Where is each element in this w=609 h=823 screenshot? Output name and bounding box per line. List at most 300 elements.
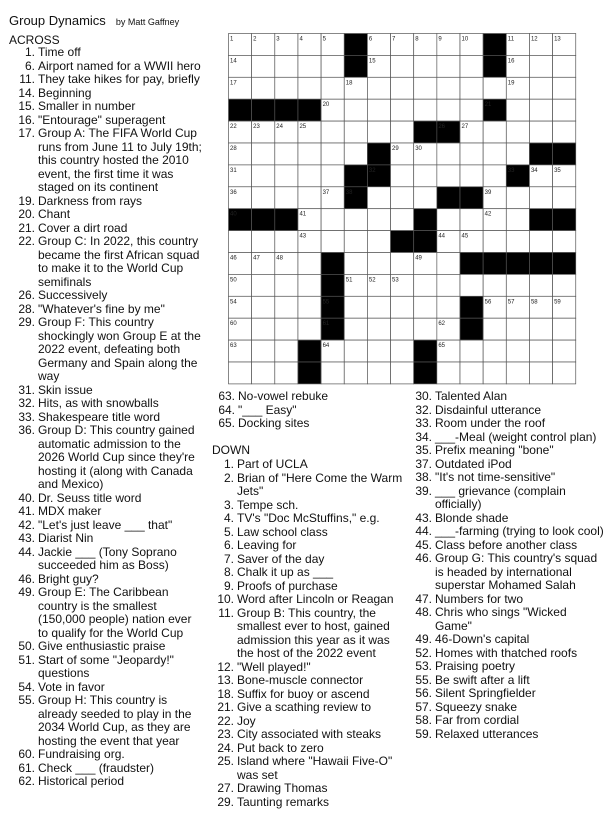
- grid-cell[interactable]: [437, 253, 460, 275]
- clue-number: 9.: [223, 578, 234, 593]
- clue-number: 33.: [18, 409, 35, 424]
- clue-item[interactable]: [9, 573, 202, 587]
- black-square: [321, 274, 344, 296]
- black-square: [275, 209, 298, 231]
- clue-item[interactable]: [9, 519, 202, 533]
- grid-cell[interactable]: [553, 77, 576, 99]
- grid-cell[interactable]: [506, 121, 529, 143]
- grid-cell[interactable]: [529, 340, 552, 362]
- clue-item[interactable]: [9, 114, 202, 128]
- grid-cell[interactable]: [506, 99, 529, 121]
- grid-cell[interactable]: [460, 55, 483, 77]
- clue-item[interactable]: [9, 127, 202, 195]
- clue-text: Group D: This country gained automatic admission to the 2026 World Cup since they're hosting it (along with Canada and Mexico): [38, 423, 195, 491]
- clue-number: 27.: [217, 781, 234, 795]
- grid-cell[interactable]: [460, 165, 483, 187]
- grid-cell[interactable]: [298, 77, 321, 99]
- grid-cell[interactable]: [437, 274, 460, 296]
- clue-text: Give enthusiastic praise: [38, 639, 166, 653]
- grid-cell[interactable]: [506, 143, 529, 165]
- clue-item[interactable]: [412, 390, 604, 404]
- grid-cell[interactable]: [506, 340, 529, 362]
- grid-cell[interactable]: [321, 231, 344, 253]
- clue-number: 62.: [18, 774, 35, 788]
- clue-item[interactable]: [412, 444, 604, 458]
- clue-text: "___ Easy": [238, 402, 297, 417]
- cell-number: 30: [415, 146, 422, 152]
- grid-cell[interactable]: [437, 209, 460, 231]
- crossword-grid[interactable]: [228, 33, 578, 385]
- grid-cell[interactable]: [460, 209, 483, 231]
- clue-item[interactable]: [212, 701, 407, 715]
- grid-cell[interactable]: [553, 231, 576, 253]
- clue-item[interactable]: [9, 397, 202, 411]
- clue-item[interactable]: [9, 694, 202, 748]
- grid-cell[interactable]: [414, 296, 437, 318]
- grid-cell[interactable]: [321, 165, 344, 187]
- grid-cell[interactable]: [367, 318, 390, 340]
- clue-text: Taunting remarks: [237, 794, 330, 809]
- clue-number: 34.: [415, 429, 432, 444]
- clue-item[interactable]: [212, 499, 407, 513]
- grid-cell[interactable]: [367, 77, 390, 99]
- grid-cell[interactable]: [367, 121, 390, 143]
- clue-item[interactable]: [212, 593, 407, 607]
- grid-cell[interactable]: [275, 231, 298, 253]
- clue-text: Brian of "Here Come the Warm Jets": [237, 470, 403, 498]
- grid-cell[interactable]: [275, 77, 298, 99]
- grid-cell[interactable]: [391, 340, 414, 362]
- grid-cell[interactable]: [275, 165, 298, 187]
- grid-cell[interactable]: [344, 296, 367, 318]
- clue-item[interactable]: [9, 60, 202, 74]
- grid-cell[interactable]: [252, 187, 275, 209]
- clue-number: 19.: [18, 193, 35, 208]
- clue-item[interactable]: [412, 633, 604, 647]
- clue-item[interactable]: [412, 647, 604, 661]
- grid-cell[interactable]: [391, 296, 414, 318]
- clue-item[interactable]: [9, 586, 202, 640]
- grid-cell[interactable]: [298, 143, 321, 165]
- clue-item[interactable]: [412, 714, 604, 728]
- clue-item[interactable]: [212, 458, 407, 472]
- clue-item[interactable]: [9, 546, 202, 573]
- grid-cell[interactable]: [414, 165, 437, 187]
- grid-cell[interactable]: [321, 143, 344, 165]
- clue-item[interactable]: [412, 687, 604, 701]
- grid-cell[interactable]: [367, 362, 390, 384]
- clue-text: Dr. Seuss title word: [38, 490, 142, 505]
- grid-cell[interactable]: [483, 340, 506, 362]
- grid-cell[interactable]: [391, 318, 414, 340]
- cell-number: 60: [230, 321, 237, 328]
- grid-cell[interactable]: [483, 77, 506, 99]
- grid-cell[interactable]: [391, 253, 414, 275]
- grid-cell[interactable]: [344, 143, 367, 165]
- grid-cell[interactable]: [321, 209, 344, 231]
- clue-number: 46.: [18, 571, 35, 586]
- grid-cell[interactable]: [367, 253, 390, 275]
- clue-text: Smaller in number: [38, 99, 136, 113]
- grid-cell[interactable]: [344, 340, 367, 362]
- grid-cell[interactable]: [298, 296, 321, 318]
- cell-number: 36: [230, 189, 237, 196]
- cell-number: 59: [554, 299, 561, 306]
- clue-item[interactable]: [212, 404, 402, 418]
- grid-cell[interactable]: [298, 274, 321, 296]
- grid-cell[interactable]: [414, 274, 437, 296]
- cell-number: 48: [276, 255, 283, 262]
- clue-item[interactable]: [212, 728, 407, 742]
- clue-item[interactable]: [212, 607, 407, 661]
- grid-cell[interactable]: [275, 340, 298, 362]
- clue-item[interactable]: [9, 303, 202, 317]
- grid-cell[interactable]: [483, 274, 506, 296]
- grid-cell[interactable]: [437, 55, 460, 77]
- clue-text: Jackie ___ (Tony Soprano succeeded him as Boss): [38, 544, 177, 572]
- black-square: [506, 253, 529, 275]
- clue-item[interactable]: [9, 775, 202, 789]
- clue-item[interactable]: [412, 728, 604, 742]
- grid-cell[interactable]: [506, 187, 529, 209]
- clue-item[interactable]: [212, 755, 407, 782]
- clue-text: Tempe sch.: [237, 497, 299, 512]
- grid-cell[interactable]: [252, 77, 275, 99]
- black-square: [391, 231, 414, 253]
- grid-cell[interactable]: [529, 121, 552, 143]
- clue-item[interactable]: [412, 525, 604, 539]
- cell-number: 17: [230, 80, 237, 87]
- clue-item[interactable]: [212, 526, 407, 540]
- grid-cell[interactable]: [437, 143, 460, 165]
- grid-cell[interactable]: [391, 55, 414, 77]
- clue-item[interactable]: [9, 222, 202, 236]
- grid-cell[interactable]: [460, 77, 483, 99]
- clue-number: 46.: [415, 551, 432, 565]
- grid-cell[interactable]: [298, 165, 321, 187]
- grid-cell[interactable]: [229, 362, 252, 384]
- grid-cell[interactable]: [298, 55, 321, 77]
- clue-item[interactable]: [412, 485, 604, 512]
- grid-cell[interactable]: [529, 187, 552, 209]
- clue-text: Group B: This country, the smallest ever to host, gained admission this year as it was the host of the 2022 event: [237, 605, 390, 660]
- clue-item[interactable]: [412, 404, 604, 418]
- grid-cell[interactable]: [275, 187, 298, 209]
- clue-item[interactable]: [412, 431, 604, 445]
- grid-cell[interactable]: [252, 143, 275, 165]
- clue-item[interactable]: [9, 235, 202, 289]
- clue-item[interactable]: [9, 195, 202, 209]
- grid-cell[interactable]: [483, 231, 506, 253]
- grid-cell[interactable]: [529, 318, 552, 340]
- grid-cell[interactable]: [344, 121, 367, 143]
- clue-number: 21.: [217, 700, 234, 714]
- clue-item[interactable]: [9, 505, 202, 519]
- black-square: [553, 143, 576, 165]
- grid-cell[interactable]: [391, 77, 414, 99]
- clue-item[interactable]: [212, 674, 407, 688]
- grid-cell[interactable]: [483, 143, 506, 165]
- grid-cell[interactable]: [553, 187, 576, 209]
- grid-cell[interactable]: [553, 340, 576, 362]
- cell-number: 55: [322, 299, 330, 306]
- grid-cell[interactable]: [460, 143, 483, 165]
- clue-text: Silent Springfielder: [435, 686, 536, 700]
- clue-text: Joy: [237, 713, 256, 728]
- grid-cell[interactable]: [344, 362, 367, 384]
- clue-text: Relaxed utterances: [435, 726, 539, 741]
- across-heading: ACROSS: [9, 33, 60, 47]
- grid-cell[interactable]: [252, 231, 275, 253]
- grid-cell[interactable]: [252, 55, 275, 77]
- grid-cell[interactable]: [275, 296, 298, 318]
- grid-cell[interactable]: [529, 231, 552, 253]
- grid-cell[interactable]: [414, 77, 437, 99]
- clue-item[interactable]: [212, 390, 402, 404]
- clue-item[interactable]: [212, 539, 407, 553]
- clue-number: 10.: [217, 592, 234, 606]
- clue-text: Historical period: [38, 774, 125, 788]
- clue-item[interactable]: [9, 532, 202, 546]
- black-square: [298, 362, 321, 384]
- cell-number: 9: [438, 36, 442, 43]
- grid-cell[interactable]: [344, 318, 367, 340]
- grid-cell[interactable]: [553, 274, 576, 296]
- clue-number: 28.: [18, 301, 35, 316]
- clue-number: 7.: [223, 551, 234, 566]
- clue-item[interactable]: [412, 539, 604, 553]
- grid-cell[interactable]: [344, 209, 367, 231]
- grid-cell[interactable]: [506, 231, 529, 253]
- grid-cell[interactable]: [252, 318, 275, 340]
- grid-cell[interactable]: [460, 340, 483, 362]
- clue-item[interactable]: [412, 660, 604, 674]
- grid-cell[interactable]: [298, 318, 321, 340]
- clue-item[interactable]: [9, 411, 202, 425]
- grid-cell[interactable]: [391, 362, 414, 384]
- cell-number: 4: [299, 36, 303, 43]
- clue-item[interactable]: [412, 458, 604, 472]
- grid-cell[interactable]: [529, 55, 552, 77]
- grid-cell[interactable]: [275, 362, 298, 384]
- clue-number: 22.: [18, 234, 35, 248]
- cell-number: 61: [322, 321, 330, 328]
- grid-cell[interactable]: [344, 253, 367, 275]
- grid-cell[interactable]: [437, 362, 460, 384]
- clue-number: 52.: [415, 645, 432, 660]
- clue-item[interactable]: [412, 552, 604, 593]
- clue-item[interactable]: [9, 73, 202, 87]
- grid-cell[interactable]: [506, 318, 529, 340]
- clue-item[interactable]: [412, 417, 604, 431]
- grid-cell[interactable]: [483, 362, 506, 384]
- cell-number: 57: [507, 299, 515, 306]
- grid-cell[interactable]: [298, 187, 321, 209]
- grid-cell[interactable]: [553, 55, 576, 77]
- clue-item[interactable]: [9, 289, 202, 303]
- grid-cell[interactable]: [298, 253, 321, 275]
- clue-item[interactable]: [412, 701, 604, 715]
- grid-cell[interactable]: [437, 165, 460, 187]
- clue-item[interactable]: [9, 100, 202, 114]
- clue-item[interactable]: [412, 593, 604, 607]
- cell-number: 29: [392, 146, 399, 152]
- clue-item[interactable]: [212, 472, 407, 499]
- clue-item[interactable]: [9, 681, 202, 695]
- clue-item[interactable]: [9, 492, 202, 506]
- clue-item[interactable]: [212, 417, 402, 431]
- grid-cell[interactable]: [529, 274, 552, 296]
- grid-cell[interactable]: [321, 362, 344, 384]
- grid-cell[interactable]: [414, 187, 437, 209]
- clue-text: Docking sites: [238, 416, 310, 430]
- clue-item[interactable]: [9, 654, 202, 681]
- cell-number: 19: [507, 80, 515, 87]
- grid-cell[interactable]: [414, 99, 437, 121]
- clue-item[interactable]: [212, 742, 407, 756]
- grid-cell[interactable]: [460, 99, 483, 121]
- grid-cell[interactable]: [553, 121, 576, 143]
- grid-cell[interactable]: [252, 274, 275, 296]
- grid-cell[interactable]: [229, 231, 252, 253]
- clue-text: Start of some "Jeopardy!" questions: [38, 652, 174, 680]
- clue-text: Group F: This country shockingly won Group E at the 2022 event, defeating both Germany and Spain along the way: [38, 315, 201, 383]
- clue-item[interactable]: [9, 640, 202, 654]
- clue-number: 56.: [415, 686, 432, 700]
- clue-text: Room under the roof: [435, 416, 546, 430]
- grid-cell[interactable]: [252, 165, 275, 187]
- grid-cell[interactable]: [483, 165, 506, 187]
- grid-cell[interactable]: [483, 121, 506, 143]
- grid-cell[interactable]: [367, 209, 390, 231]
- clue-item[interactable]: [212, 553, 407, 567]
- grid-cell[interactable]: [275, 274, 298, 296]
- clue-item[interactable]: [212, 796, 407, 810]
- grid-cell[interactable]: [367, 296, 390, 318]
- clue-item[interactable]: [412, 606, 604, 633]
- cell-number: 31: [230, 167, 237, 174]
- clue-item[interactable]: [412, 512, 604, 526]
- cell-number: 3: [276, 36, 280, 43]
- grid-cell[interactable]: [414, 55, 437, 77]
- grid-cell[interactable]: [391, 209, 414, 231]
- grid-cell[interactable]: [460, 274, 483, 296]
- clue-item[interactable]: [9, 384, 202, 398]
- clue-item[interactable]: [212, 782, 407, 796]
- grid-cell[interactable]: [483, 318, 506, 340]
- grid-cell[interactable]: [553, 99, 576, 121]
- black-square: [229, 99, 252, 121]
- clue-item[interactable]: [9, 316, 202, 384]
- black-square: [460, 318, 483, 340]
- grid-cell[interactable]: [506, 209, 529, 231]
- clue-text: Beginning: [38, 85, 92, 100]
- cell-number: 32: [368, 167, 376, 174]
- grid-cell[interactable]: [391, 187, 414, 209]
- grid-cell[interactable]: [414, 318, 437, 340]
- clue-item[interactable]: [212, 715, 407, 729]
- grid-cell[interactable]: [437, 77, 460, 99]
- grid-cell[interactable]: [437, 99, 460, 121]
- clue-number: 13.: [217, 673, 234, 687]
- black-square: [483, 253, 506, 275]
- grid-cell[interactable]: [391, 99, 414, 121]
- clue-item[interactable]: [412, 674, 604, 688]
- clue-number: 35.: [415, 443, 432, 457]
- grid-cell[interactable]: [529, 99, 552, 121]
- grid-cell[interactable]: [529, 77, 552, 99]
- clue-item[interactable]: [212, 688, 407, 702]
- cell-number: 28: [230, 146, 237, 152]
- clue-text: Proofs of purchase: [237, 578, 338, 593]
- grid-cell[interactable]: [321, 55, 344, 77]
- clue-number: 18.: [217, 686, 234, 701]
- clue-text: Far from cordial: [435, 713, 520, 727]
- grid-cell[interactable]: [275, 318, 298, 340]
- clue-item[interactable]: [9, 748, 202, 762]
- clue-item[interactable]: [9, 424, 202, 492]
- clue-item[interactable]: [212, 512, 407, 526]
- grid-cell[interactable]: [367, 187, 390, 209]
- grid-cell[interactable]: [553, 318, 576, 340]
- grid-cell[interactable]: [252, 296, 275, 318]
- cell-number: 53: [392, 277, 399, 284]
- grid-cell[interactable]: [506, 362, 529, 384]
- grid-cell[interactable]: [275, 55, 298, 77]
- cell-number: 63: [230, 343, 237, 350]
- cell-number: 34: [530, 167, 538, 174]
- grid-cell[interactable]: [367, 340, 390, 362]
- grid-cell[interactable]: [367, 231, 390, 253]
- clue-item[interactable]: [9, 87, 202, 101]
- clue-item[interactable]: [9, 46, 202, 60]
- cell-number: 12: [530, 36, 538, 43]
- clue-number: 33.: [415, 416, 432, 430]
- grid-cell[interactable]: [437, 296, 460, 318]
- grid-cell[interactable]: [275, 143, 298, 165]
- grid-cell[interactable]: [252, 340, 275, 362]
- clue-item[interactable]: [412, 471, 604, 485]
- down-clue-list: [212, 458, 407, 809]
- grid-cell[interactable]: [553, 362, 576, 384]
- grid-cell[interactable]: [391, 121, 414, 143]
- black-square: [460, 253, 483, 275]
- grid-cell[interactable]: [367, 99, 390, 121]
- black-square: [414, 231, 437, 253]
- clue-number: 25.: [217, 754, 234, 768]
- grid-cell[interactable]: [252, 362, 275, 384]
- clue-item[interactable]: [9, 762, 202, 776]
- clue-item[interactable]: [212, 580, 407, 594]
- clue-item[interactable]: [9, 208, 202, 222]
- grid-cell[interactable]: [344, 231, 367, 253]
- grid-cell[interactable]: [321, 77, 344, 99]
- grid-cell[interactable]: [321, 121, 344, 143]
- grid-cell[interactable]: [344, 99, 367, 121]
- cell-number: 51: [345, 277, 353, 284]
- grid-cell[interactable]: [506, 274, 529, 296]
- grid-cell[interactable]: [529, 362, 552, 384]
- clue-text: "Well played!": [237, 659, 311, 674]
- grid-cell[interactable]: [460, 362, 483, 384]
- grid-cell[interactable]: [391, 165, 414, 187]
- clue-number: 3.: [223, 497, 234, 512]
- black-square: [344, 55, 367, 77]
- clue-item[interactable]: [212, 566, 407, 580]
- clue-number: 55.: [415, 672, 432, 687]
- clue-text: Leaving for: [237, 538, 297, 552]
- clue-item[interactable]: [212, 661, 407, 675]
